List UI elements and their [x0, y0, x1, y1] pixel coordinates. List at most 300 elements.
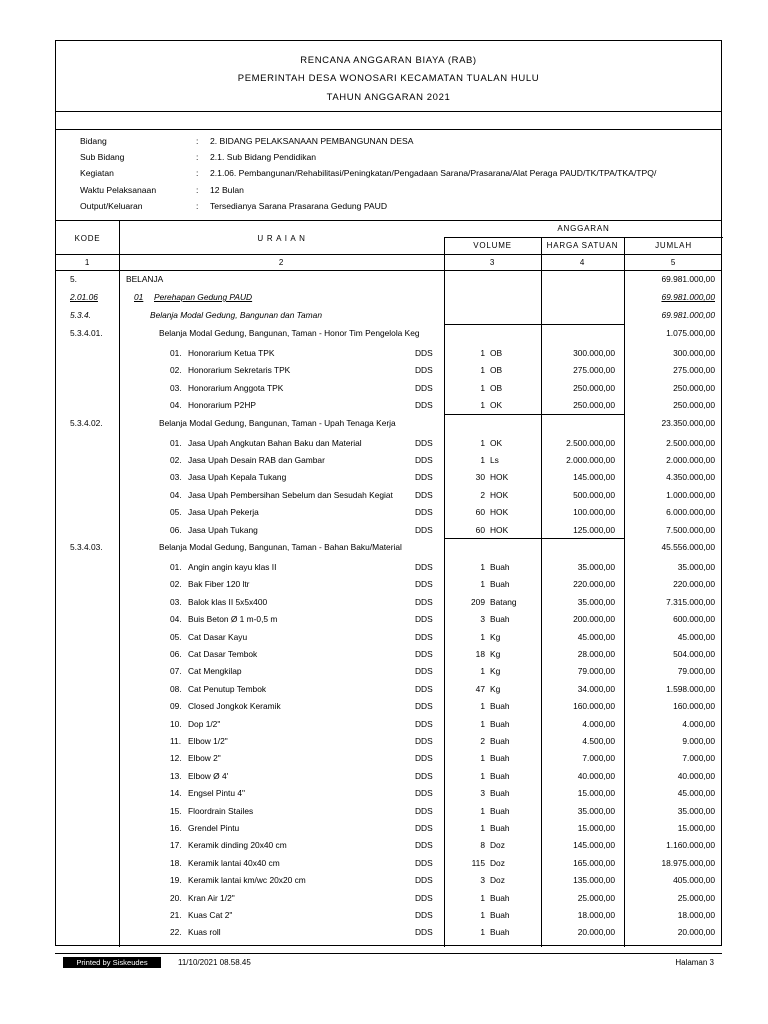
table-row — [56, 455, 721, 471]
row-jumlah: 45.000,00 — [677, 631, 715, 642]
row-sumber: DDS — [415, 455, 433, 465]
row-sumber: DDS — [415, 840, 433, 851]
row-sumber: DDS — [415, 437, 433, 448]
row-satuan: Buah — [490, 579, 510, 590]
row-satuan: Kg — [490, 649, 501, 659]
row-harga: 35.000,00 — [577, 805, 615, 816]
row-uraian: Engsel Pintu 4" — [188, 788, 245, 799]
row-satuan: Kg — [490, 631, 501, 642]
row-uraian: Floordrain Stailes — [188, 805, 254, 816]
table-row — [56, 701, 721, 717]
info-sep: : — [196, 152, 199, 163]
row-satuan: Kg — [490, 666, 501, 677]
col-kode: KODE — [74, 234, 101, 243]
row-jumlah: 40.000,00 — [677, 770, 715, 781]
row-sumber: DDS — [415, 524, 433, 535]
table-row — [56, 788, 721, 804]
row-sumber: DDS — [415, 365, 433, 376]
row-volume: 60 — [475, 524, 485, 535]
row-jumlah: 6.000.000,00 — [666, 507, 715, 518]
divider — [444, 414, 624, 415]
row-harga: 250.000,00 — [573, 382, 615, 393]
row-jumlah: 160.000,00 — [673, 701, 715, 712]
row-harga: 7.000,00 — [582, 753, 615, 764]
divider — [444, 538, 624, 539]
divider — [56, 129, 721, 130]
row-num: 07. — [170, 666, 182, 677]
row-satuan: Buah — [490, 614, 510, 625]
row-harga: 4.500,00 — [582, 736, 615, 746]
row-num: 02. — [170, 455, 182, 465]
table-row — [56, 472, 721, 488]
row-num: 19. — [170, 875, 182, 886]
row-satuan: OK — [490, 437, 503, 448]
row-kode: 5.3.4.03. — [70, 542, 103, 552]
row-harga: 15.000,00 — [577, 823, 615, 833]
row-num: 13. — [170, 770, 182, 781]
row-jumlah: 275.000,00 — [673, 365, 715, 376]
row-uraian: Belanja Modal Gedung, Bangunan dan Taman — [150, 310, 322, 320]
row-num: 20. — [170, 892, 182, 903]
row-jumlah: 4.000,00 — [682, 718, 715, 729]
info-row — [56, 152, 721, 168]
info-row — [56, 201, 721, 217]
row-uraian: Jasa Upah Kepala Tukang — [188, 472, 287, 483]
row-satuan: Buah — [490, 753, 510, 764]
row-num: 01. — [170, 437, 182, 448]
row-uraian: Keramik lantai 40x40 cm — [188, 857, 280, 868]
row-num: 01. — [170, 562, 182, 572]
row-num: 06. — [170, 649, 182, 659]
row-satuan: OK — [490, 400, 503, 411]
row-uraian: Belanja Modal Gedung, Bangunan, Taman - Upah Tenaga Kerja — [159, 417, 396, 428]
row-sumber: DDS — [415, 753, 433, 764]
row-satuan: Ls — [490, 455, 499, 465]
row-jumlah: 45.556.000,00 — [661, 542, 715, 552]
row-num: 22. — [170, 927, 182, 938]
row-volume: 3 — [480, 614, 485, 625]
row-uraian: Honorarium Ketua TPK — [188, 348, 275, 358]
row-satuan: OB — [490, 348, 503, 358]
row-volume: 1 — [480, 382, 485, 393]
row-sumber: DDS — [415, 400, 433, 411]
row-uraian: Kuas Cat 2" — [188, 910, 233, 920]
row-uraian: Honorarium P2HP — [188, 400, 256, 411]
row-sumber: DDS — [415, 718, 433, 729]
row-num: 06. — [170, 524, 182, 535]
row-harga: 2.000.000,00 — [566, 455, 615, 465]
row-harga: 35.000,00 — [577, 562, 615, 572]
row-satuan: OB — [490, 382, 503, 393]
table-row — [56, 736, 721, 752]
row-sumber: DDS — [415, 701, 433, 712]
row-satuan: HOK — [490, 524, 509, 535]
row-num: 10. — [170, 718, 182, 729]
info-label: Bidang — [80, 136, 107, 146]
row-uraian: Kuas roll — [188, 927, 221, 938]
table-row — [56, 771, 721, 787]
row-harga: 15.000,00 — [577, 788, 615, 799]
row-satuan: Buah — [490, 927, 510, 938]
table-row — [56, 910, 721, 926]
row-jumlah: 405.000,00 — [673, 875, 715, 886]
table-row — [56, 542, 721, 558]
table-row — [56, 348, 721, 364]
row-jumlah: 504.000,00 — [673, 649, 715, 659]
row-satuan: Batang — [490, 596, 517, 607]
row-jumlah: 35.000,00 — [677, 805, 715, 816]
row-sumber: DDS — [415, 823, 433, 833]
row-uraian: BELANJA — [126, 274, 164, 284]
row-harga: 79.000,00 — [577, 666, 615, 677]
row-uraian: Elbow 1/2" — [188, 736, 228, 746]
row-jumlah: 15.000,00 — [677, 823, 715, 833]
row-uraian: Belanja Modal Gedung, Bangunan, Taman - Bahan Baku/Material — [159, 542, 402, 552]
info-value: 2.1. Sub Bidang Pendidikan — [210, 152, 317, 163]
row-uraian: Keramik lantai km/wc 20x20 cm — [188, 875, 306, 886]
row-num: 02. — [170, 365, 182, 376]
col-jumlah: JUMLAH — [655, 241, 692, 250]
row-uraian: Keramik dinding 20x40 cm — [188, 840, 287, 851]
row-satuan: Doz — [490, 857, 505, 868]
row-sumber: DDS — [415, 805, 433, 816]
row-harga: 275.000,00 — [573, 365, 615, 376]
row-jumlah: 69.981.000,00 — [661, 310, 715, 320]
row-volume: 18 — [475, 649, 485, 659]
row-satuan: Doz — [490, 840, 505, 851]
row-sumber: DDS — [415, 579, 433, 590]
row-harga: 125.000,00 — [573, 524, 615, 535]
table-row — [56, 274, 721, 290]
row-num: 14. — [170, 788, 182, 799]
row-uraian: Elbow 2" — [188, 753, 221, 764]
row-uraian: Perehapan Gedung PAUD — [154, 292, 253, 302]
row-jumlah: 69.981.000,00 — [661, 292, 715, 302]
row-num: 01 — [134, 292, 144, 302]
doc-title: RENCANA ANGGARAN BIAYA (RAB) — [300, 55, 477, 66]
row-jumlah: 23.350.000,00 — [661, 417, 715, 428]
info-value: Tersedianya Sarana Prasarana Gedung PAUD — [210, 200, 388, 211]
row-jumlah: 300.000,00 — [673, 348, 715, 358]
table-row — [56, 893, 721, 909]
row-harga: 2.500.000,00 — [566, 437, 615, 448]
table-row — [56, 666, 721, 682]
row-volume: 60 — [475, 507, 485, 518]
row-volume: 1 — [480, 562, 485, 572]
row-sumber: DDS — [415, 596, 433, 607]
row-volume: 1 — [480, 770, 485, 781]
row-harga: 300.000,00 — [573, 348, 615, 358]
table-row — [56, 507, 721, 523]
row-jumlah: 1.160.000,00 — [666, 840, 715, 851]
row-jumlah: 35.000,00 — [677, 562, 715, 572]
table-row — [56, 806, 721, 822]
row-num: 04. — [170, 400, 182, 411]
row-uraian: Grendel Pintu — [188, 823, 240, 833]
row-volume: 3 — [480, 875, 485, 886]
table-row — [56, 649, 721, 665]
row-volume: 1 — [480, 753, 485, 764]
row-harga: 160.000,00 — [573, 701, 615, 712]
row-satuan: Buah — [490, 823, 510, 833]
row-harga: 145.000,00 — [573, 472, 615, 483]
row-jumlah: 25.000,00 — [677, 892, 715, 903]
table-row — [56, 579, 721, 595]
row-harga: 100.000,00 — [573, 507, 615, 518]
table-row — [56, 365, 721, 381]
row-satuan: Doz — [490, 875, 505, 886]
table-row — [56, 753, 721, 769]
row-jumlah: 18.975.000,00 — [661, 857, 715, 868]
row-harga: 135.000,00 — [573, 875, 615, 886]
info-row — [56, 168, 721, 184]
row-jumlah: 45.000,00 — [677, 788, 715, 799]
row-uraian: Honorarium Sekretaris TPK — [188, 365, 291, 376]
row-jumlah: 250.000,00 — [673, 400, 715, 411]
row-uraian: Jasa Upah Angkutan Bahan Baku dan Material — [188, 437, 362, 448]
info-sep: : — [196, 200, 199, 211]
row-uraian: Elbow Ø 4' — [188, 770, 229, 781]
row-volume: 3 — [480, 788, 485, 799]
row-harga: 250.000,00 — [573, 400, 615, 411]
row-num: 18. — [170, 857, 182, 868]
row-harga: 500.000,00 — [573, 489, 615, 500]
table-row — [56, 632, 721, 648]
row-volume: 1 — [480, 579, 485, 590]
row-harga: 45.000,00 — [577, 631, 615, 642]
row-satuan: Buah — [490, 736, 510, 746]
table-row — [56, 875, 721, 891]
row-jumlah: 18.000,00 — [677, 910, 715, 920]
row-sumber: DDS — [415, 614, 433, 625]
row-volume: 1 — [480, 631, 485, 642]
row-satuan: OB — [490, 365, 503, 376]
table-row — [56, 383, 721, 399]
print-timestamp: 11/10/2021 08.58.45 — [178, 958, 251, 967]
row-jumlah: 600.000,00 — [673, 614, 715, 625]
divider — [56, 220, 721, 221]
row-uraian: Closed Jongkok Keramik — [188, 701, 281, 712]
row-volume: 1 — [480, 455, 485, 465]
row-sumber: DDS — [415, 736, 433, 746]
row-jumlah: 69.981.000,00 — [661, 274, 715, 284]
row-sumber: DDS — [415, 788, 433, 799]
row-volume: 8 — [480, 840, 485, 851]
info-label: Waktu Pelaksanaan — [80, 184, 157, 195]
row-num: 04. — [170, 489, 182, 500]
divider — [444, 324, 624, 325]
row-uraian: Jasa Upah Tukang — [188, 524, 258, 535]
row-jumlah: 7.315.000,00 — [666, 596, 715, 607]
row-sumber: DDS — [415, 507, 433, 518]
row-volume: 47 — [475, 683, 485, 694]
row-uraian: Dop 1/2" — [188, 718, 221, 729]
info-label: Sub Bidang — [80, 152, 125, 163]
row-uraian: Jasa Upah Pembersihan Sebelum dan Sesudah Kegiat — [188, 489, 393, 500]
document-page — [55, 40, 722, 946]
row-uraian: Kran Air 1/2" — [188, 892, 235, 903]
row-jumlah: 79.000,00 — [677, 666, 715, 677]
row-satuan: HOK — [490, 489, 509, 500]
row-volume: 1 — [480, 348, 485, 358]
row-satuan: Buah — [490, 701, 510, 712]
info-value: 12 Bulan — [210, 184, 244, 195]
divider — [56, 270, 721, 271]
row-kode: 5. — [70, 274, 77, 284]
row-num: 05. — [170, 507, 182, 518]
row-num: 17. — [170, 840, 182, 851]
table-row — [56, 927, 721, 943]
row-volume: 115 — [471, 857, 485, 868]
row-harga: 25.000,00 — [577, 892, 615, 903]
row-uraian: Jasa Upah Desain RAB dan Gambar — [188, 455, 325, 465]
col-num-4: 4 — [579, 258, 586, 267]
col-harga: HARGA SATUAN — [546, 241, 619, 250]
row-num: 16. — [170, 823, 182, 833]
info-value: 2. BIDANG PELAKSANAAN PEMBANGUNAN DESA — [210, 136, 414, 146]
printed-by-badge: Printed by Siskeudes — [63, 957, 161, 968]
row-uraian: Honorarium Anggota TPK — [188, 382, 284, 393]
col-volume: VOLUME — [473, 241, 512, 250]
row-num: 01. — [170, 348, 182, 358]
row-satuan: Buah — [490, 788, 510, 799]
info-sep: : — [196, 168, 199, 179]
row-num: 15. — [170, 805, 182, 816]
row-harga: 40.000,00 — [577, 770, 615, 781]
page-number: Halaman 3 — [675, 958, 714, 967]
row-satuan: Buah — [490, 892, 510, 903]
col-line — [444, 237, 445, 270]
table-row — [56, 490, 721, 506]
row-num: 11. — [170, 736, 182, 746]
row-volume: 209 — [471, 596, 485, 607]
table-row — [56, 614, 721, 630]
info-label: Output/Keluaran — [80, 200, 143, 211]
row-harga: 200.000,00 — [573, 614, 615, 625]
row-num: 03. — [170, 472, 182, 483]
row-sumber: DDS — [415, 649, 433, 659]
divider — [56, 111, 721, 112]
row-satuan: Buah — [490, 718, 510, 729]
table-row — [56, 292, 721, 308]
row-sumber: DDS — [415, 857, 433, 868]
table-row — [56, 597, 721, 613]
row-harga: 4.000,00 — [582, 718, 615, 729]
row-kode: 5.3.4.01. — [70, 328, 103, 338]
row-volume: 1 — [480, 365, 485, 376]
divider — [56, 254, 721, 255]
row-volume: 2 — [480, 736, 485, 746]
row-jumlah: 2.500.000,00 — [666, 437, 715, 448]
row-jumlah: 1.075.000,00 — [666, 328, 715, 338]
row-sumber: DDS — [415, 875, 433, 886]
row-satuan: Buah — [490, 562, 510, 572]
info-value: 2.1.06. Pembangunan/Rehabilitasi/Peningkatan/Pengadaan Sarana/Prasarana/Alat Peraga PAUD/TK/TPA/TKA/TPQ/ — [210, 168, 657, 179]
row-harga: 20.000,00 — [577, 927, 615, 938]
row-uraian: Jasa Upah Pekerja — [188, 507, 259, 518]
info-sep: : — [196, 184, 199, 195]
row-jumlah: 2.000.000,00 — [666, 455, 715, 465]
row-volume: 1 — [480, 701, 485, 712]
table-row — [56, 858, 721, 874]
row-sumber: DDS — [415, 489, 433, 500]
table-row — [56, 438, 721, 454]
col-num-2: 2 — [278, 258, 285, 267]
footer — [55, 957, 722, 971]
row-uraian: Cat Dasar Tembok — [188, 649, 258, 659]
info-row — [56, 185, 721, 201]
row-harga: 165.000,00 — [573, 857, 615, 868]
row-sumber: DDS — [415, 892, 433, 903]
row-satuan: Kg — [490, 683, 501, 694]
info-row — [56, 136, 721, 152]
row-satuan: Buah — [490, 910, 510, 920]
row-volume: 1 — [480, 400, 485, 411]
row-sumber: DDS — [415, 562, 433, 572]
row-sumber: DDS — [415, 927, 433, 938]
row-sumber: DDS — [415, 382, 433, 393]
footer-rule — [55, 953, 722, 954]
row-volume: 1 — [480, 892, 485, 903]
row-num: 03. — [170, 382, 182, 393]
row-num: 03. — [170, 596, 182, 607]
row-jumlah: 4.350.000,00 — [666, 472, 715, 483]
row-uraian: Cat Dasar Kayu — [188, 631, 248, 642]
row-jumlah: 250.000,00 — [673, 382, 715, 393]
row-num: 21. — [170, 910, 182, 920]
row-sumber: DDS — [415, 683, 433, 694]
row-jumlah: 1.000.000,00 — [666, 489, 715, 500]
row-sumber: DDS — [415, 770, 433, 781]
info-sep: : — [196, 136, 199, 146]
table-row — [56, 719, 721, 735]
row-volume: 1 — [480, 927, 485, 938]
divider — [444, 237, 723, 238]
table-row — [56, 418, 721, 434]
row-sumber: DDS — [415, 348, 433, 358]
col-num-5: 5 — [670, 258, 677, 267]
row-volume: 1 — [480, 666, 485, 677]
row-harga: 28.000,00 — [577, 649, 615, 659]
row-num: 05. — [170, 631, 182, 642]
row-harga: 145.000,00 — [573, 840, 615, 851]
row-volume: 1 — [480, 823, 485, 833]
row-jumlah: 7.000,00 — [682, 753, 715, 764]
row-kode: 5.3.4.02. — [70, 417, 103, 428]
row-harga: 34.000,00 — [577, 683, 615, 694]
row-uraian: Cat Penutup Tembok — [188, 683, 267, 694]
row-jumlah: 1.598.000,00 — [666, 683, 715, 694]
row-jumlah: 220.000,00 — [673, 579, 715, 590]
row-jumlah: 7.500.000,00 — [666, 524, 715, 535]
row-kode: 2.01.06 — [70, 292, 98, 302]
row-satuan: Buah — [490, 805, 510, 816]
row-satuan: HOK — [490, 507, 509, 518]
row-satuan: HOK — [490, 472, 509, 483]
row-sumber: DDS — [415, 472, 433, 483]
row-harga: 220.000,00 — [573, 579, 615, 590]
row-sumber: DDS — [415, 910, 433, 920]
row-uraian: Cat Mengkilap — [188, 666, 242, 677]
row-volume: 30 — [475, 472, 485, 483]
row-num: 02. — [170, 579, 182, 590]
row-uraian: Angin angin kayu klas II — [188, 562, 277, 572]
row-jumlah: 9.000,00 — [682, 736, 715, 746]
table-row — [56, 328, 721, 344]
table-row — [56, 840, 721, 856]
row-harga: 35.000,00 — [577, 596, 615, 607]
table-row — [56, 684, 721, 700]
